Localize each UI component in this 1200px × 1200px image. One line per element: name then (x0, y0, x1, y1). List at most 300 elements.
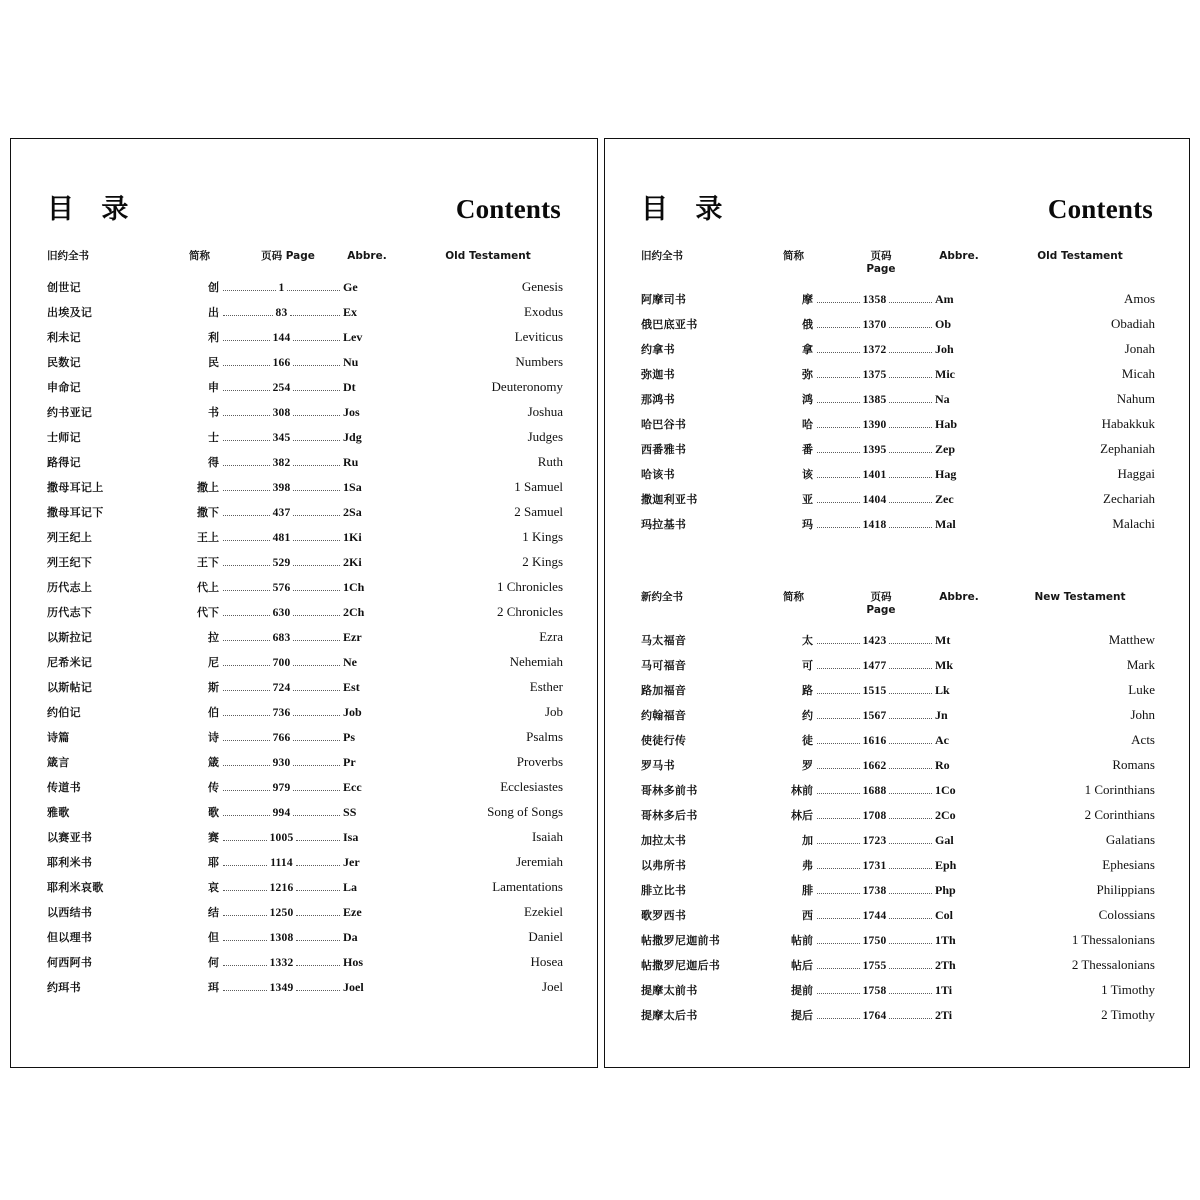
leader-dots-right (889, 668, 932, 669)
leader-dots-left (223, 390, 270, 391)
book-short-cn: 徒 (802, 734, 813, 747)
page-number: 1764 (862, 1010, 887, 1022)
book-abbreviation: Ro (935, 758, 950, 772)
page-number: 724 (272, 682, 291, 694)
leader-dots-right (889, 693, 932, 694)
book-name-cn: 约书亚记 (47, 406, 93, 419)
leader-dots-left (817, 793, 860, 794)
book-name-en: Matthew (1108, 632, 1155, 647)
page-number: 1418 (862, 519, 887, 531)
leader-dots-left (817, 302, 860, 303)
book-name-en: Esther (529, 679, 564, 694)
header-page-col: 页码 Page (866, 250, 896, 275)
table-row[interactable] (641, 466, 1155, 491)
table-row[interactable] (47, 654, 563, 679)
table-row[interactable] (641, 907, 1155, 932)
leader-dots-right (889, 743, 932, 744)
table-row[interactable] (47, 329, 563, 354)
book-abbreviation: Hos (343, 955, 364, 969)
book-name-en: Colossians (1098, 907, 1155, 922)
book-short-cn: 但 (208, 931, 219, 944)
page-title-cn: 目 录 (641, 194, 732, 225)
book-name-cn: 耶利米书 (47, 856, 93, 869)
book-short-cn: 番 (802, 443, 813, 456)
book-short-cn: 王上 (197, 531, 219, 544)
table-row[interactable] (47, 704, 563, 729)
book-name-en: Galatians (1105, 832, 1155, 847)
page-number: 1250 (269, 907, 294, 919)
book-name-cn: 申命记 (47, 381, 81, 394)
book-abbreviation: Gal (935, 833, 954, 847)
book-name-en: Deuteronomy (491, 379, 564, 394)
book-short-cn: 提后 (791, 1009, 813, 1022)
table-row[interactable] (641, 882, 1155, 907)
book-abbreviation: Jos (343, 405, 360, 419)
leader-dots-right (889, 402, 932, 403)
book-name-en: Nehemiah (509, 654, 564, 669)
leader-dots-left (223, 940, 267, 941)
book-name-en: Daniel (528, 929, 563, 944)
table-row[interactable] (47, 529, 563, 554)
book-abbreviation: Joel (343, 980, 364, 994)
leader-dots-left (223, 715, 270, 716)
book-name-cn: 俄巴底亚书 (641, 318, 698, 331)
book-name-cn: 路加福音 (641, 684, 687, 697)
table-row[interactable] (47, 829, 563, 854)
book-short-cn: 撒下 (197, 506, 219, 519)
book-name-en: Isaiah (531, 829, 563, 844)
leader-dots-right (889, 893, 932, 894)
leader-dots-right (293, 665, 340, 666)
page-number: 1216 (269, 882, 294, 894)
book-name-cn: 以赛亚书 (47, 831, 93, 844)
book-name-cn: 马可福音 (641, 659, 687, 672)
book-name-en: Numbers (515, 354, 564, 369)
leader-dots-right (293, 490, 340, 491)
table-row[interactable] (641, 732, 1155, 757)
page-number: 529 (272, 557, 291, 569)
leader-dots-left (223, 890, 267, 891)
leader-dots-left (223, 965, 267, 966)
column-header-old-testament (33, 248, 573, 263)
table-row[interactable] (47, 579, 563, 604)
table-row[interactable] (641, 707, 1155, 732)
book-short-cn: 拿 (802, 343, 813, 356)
book-short-cn: 拉 (208, 631, 219, 644)
book-short-cn: 王下 (197, 556, 219, 569)
leader-dots-left (817, 352, 860, 353)
book-abbreviation: 2Co (935, 808, 956, 822)
page-number: 1375 (862, 369, 887, 381)
book-abbreviation: Zep (935, 442, 956, 456)
book-list-old-testament (33, 279, 573, 1004)
book-short-cn: 得 (208, 456, 219, 469)
leader-dots-right (889, 527, 932, 528)
leader-dots-right (889, 943, 932, 944)
book-name-cn: 撒迦利亚书 (641, 493, 698, 506)
book-name-cn: 提摩太前书 (641, 984, 698, 997)
book-short-cn: 代下 (197, 606, 219, 619)
book-short-cn: 撒上 (197, 481, 219, 494)
book-name-cn: 加拉太书 (641, 834, 687, 847)
book-name-en: Exodus (524, 304, 563, 319)
book-name-en: Jonah (1124, 341, 1155, 356)
leader-dots-left (817, 693, 860, 694)
book-name-en: 1 Kings (522, 529, 564, 544)
table-row[interactable] (47, 379, 563, 404)
leader-dots-right (889, 918, 932, 919)
leader-dots-right (293, 415, 340, 416)
page-number: 1750 (862, 935, 887, 947)
book-abbreviation: Mk (935, 658, 953, 672)
table-row[interactable] (641, 957, 1155, 982)
section-gap (627, 541, 1165, 563)
table-row[interactable] (47, 679, 563, 704)
table-row[interactable] (641, 491, 1155, 516)
table-row[interactable] (641, 657, 1155, 682)
page-number: 308 (272, 407, 291, 419)
book-name-en: Luke (1128, 682, 1155, 697)
book-short-cn: 书 (208, 406, 219, 419)
book-abbreviation: Jdg (343, 430, 362, 444)
table-row[interactable] (47, 279, 563, 304)
leader-dots-left (223, 415, 270, 416)
book-short-cn: 该 (802, 468, 813, 481)
table-row[interactable] (641, 807, 1155, 832)
book-abbreviation: Mt (935, 633, 951, 647)
book-abbreviation: 2Th (935, 958, 956, 972)
page-number: 1308 (269, 932, 294, 944)
table-row[interactable] (47, 554, 563, 579)
page-number: 1708 (862, 810, 887, 822)
book-name-en: Haggai (1117, 466, 1155, 481)
book-abbreviation: Lev (343, 330, 363, 344)
table-row[interactable] (47, 354, 563, 379)
table-row[interactable] (641, 366, 1155, 391)
book-name-en: Song of Songs (487, 804, 564, 819)
book-abbreviation: Ex (343, 305, 358, 319)
book-short-cn: 太 (802, 634, 813, 647)
book-name-cn: 列王纪下 (47, 556, 93, 569)
book-name-cn: 历代志上 (47, 581, 93, 594)
leader-dots-right (889, 1018, 932, 1019)
header-book-col: 新约全书 (641, 591, 683, 603)
leader-dots-left (817, 527, 860, 528)
table-row[interactable] (47, 854, 563, 879)
book-short-cn: 民 (208, 356, 219, 369)
page-number: 1731 (862, 860, 887, 872)
book-short-cn: 摩 (802, 293, 813, 306)
table-row[interactable] (641, 632, 1155, 657)
leader-dots-right (889, 427, 932, 428)
book-abbreviation: Isa (343, 830, 359, 844)
book-abbreviation: 1Th (935, 933, 956, 947)
leader-dots-left (223, 465, 270, 466)
leader-dots-right (889, 302, 932, 303)
book-name-cn: 箴言 (47, 756, 70, 769)
table-row[interactable] (47, 604, 563, 629)
table-row[interactable] (641, 341, 1155, 366)
masthead (33, 187, 573, 226)
leader-dots-left (817, 452, 860, 453)
table-row[interactable] (47, 479, 563, 504)
book-short-cn: 哀 (208, 881, 219, 894)
book-name-cn: 哈巴谷书 (641, 418, 687, 431)
leader-dots-left (817, 668, 860, 669)
table-row[interactable] (47, 454, 563, 479)
leader-dots-right (889, 352, 932, 353)
table-row[interactable] (641, 316, 1155, 341)
table-row[interactable] (641, 441, 1155, 466)
book-name-cn: 阿摩司书 (641, 293, 687, 306)
leader-dots-left (223, 540, 270, 541)
page-number: 144 (272, 332, 291, 344)
page-number: 766 (272, 732, 291, 744)
book-short-cn: 提前 (791, 984, 813, 997)
book-name-en: Zechariah (1103, 491, 1155, 506)
book-name-en: Job (544, 704, 564, 719)
book-abbreviation: Lk (935, 683, 950, 697)
book-abbreviation: Ne (343, 655, 358, 669)
page-title-en: Contents (455, 194, 561, 224)
book-name-en: 2 Corinthians (1084, 807, 1155, 822)
book-name-cn: 传道书 (47, 781, 81, 794)
leader-dots-left (223, 690, 270, 691)
page-content-right (605, 139, 1189, 1067)
page-number: 398 (272, 482, 291, 494)
table-row[interactable] (641, 832, 1155, 857)
leader-dots-left (817, 743, 860, 744)
page-number: 700 (272, 657, 291, 669)
book-name-cn: 西番雅书 (641, 443, 687, 456)
page-number: 930 (272, 757, 291, 769)
table-row[interactable] (47, 879, 563, 904)
page-content-left (11, 139, 597, 1067)
book-abbreviation: 2Sa (343, 505, 362, 519)
leader-dots-left (223, 765, 270, 766)
leader-dots-left (223, 440, 270, 441)
page-number: 736 (272, 707, 291, 719)
book-abbreviation: Nu (343, 355, 359, 369)
book-name-en: Judges (527, 429, 564, 444)
book-abbreviation: 2Ti (935, 1008, 953, 1022)
leader-dots-right (293, 515, 340, 516)
book-name-en: Acts (1131, 732, 1155, 747)
book-abbreviation: Est (343, 680, 360, 694)
leader-dots-left (817, 643, 860, 644)
book-abbreviation: Joh (935, 342, 954, 356)
table-row[interactable] (47, 729, 563, 754)
leader-dots-right (889, 818, 932, 819)
book-short-cn: 可 (802, 659, 813, 672)
table-row[interactable] (641, 982, 1155, 1007)
page-number: 1662 (862, 760, 887, 772)
book-short-cn: 结 (208, 906, 219, 919)
page-number: 1349 (269, 982, 294, 994)
page-number: 83 (275, 307, 288, 319)
table-row[interactable] (641, 857, 1155, 882)
leader-dots-right (889, 643, 932, 644)
table-row[interactable] (641, 1007, 1155, 1032)
book-abbreviation: Col (935, 908, 953, 922)
left-page (10, 138, 598, 1068)
book-name-en: 2 Chronicles (496, 604, 564, 619)
leader-dots-left (817, 918, 860, 919)
table-row[interactable] (641, 682, 1155, 707)
book-short-cn: 弗 (802, 859, 813, 872)
book-list-new-testament (627, 632, 1165, 1032)
book-abbreviation: Ecc (343, 780, 362, 794)
book-name-en: Proverbs (516, 754, 564, 769)
table-row[interactable] (47, 904, 563, 929)
leader-dots-left (223, 615, 270, 616)
table-row[interactable] (47, 954, 563, 979)
table-row[interactable] (641, 516, 1155, 541)
page-number: 1738 (862, 885, 887, 897)
book-name-cn: 列王纪上 (47, 531, 93, 544)
table-row[interactable] (47, 979, 563, 1004)
header-short-col: 简称 (783, 250, 804, 262)
table-row[interactable] (641, 932, 1155, 957)
table-row[interactable] (47, 629, 563, 654)
book-name-en: Ruth (537, 454, 564, 469)
book-short-cn: 箴 (208, 756, 219, 769)
page-number: 1567 (862, 710, 887, 722)
leader-dots-left (223, 815, 270, 816)
table-row[interactable] (47, 304, 563, 329)
table-row[interactable] (47, 804, 563, 829)
book-name-cn: 约珥书 (47, 981, 81, 994)
page-number: 630 (272, 607, 291, 619)
book-name-en: John (1130, 707, 1155, 722)
book-name-en: Genesis (521, 279, 564, 294)
table-row[interactable] (47, 929, 563, 954)
book-name-en: Mark (1126, 657, 1155, 672)
table-row[interactable] (641, 391, 1155, 416)
book-short-cn: 代上 (197, 581, 219, 594)
book-name-en: 2 Samuel (514, 504, 564, 519)
book-name-cn: 帖撒罗尼迦后书 (641, 959, 721, 972)
book-abbreviation: Php (935, 883, 956, 897)
table-row[interactable] (47, 779, 563, 804)
leader-dots-left (817, 893, 860, 894)
book-abbreviation: 1Ch (343, 580, 365, 594)
leader-dots-left (817, 402, 860, 403)
book-name-cn: 以弗所书 (641, 859, 687, 872)
book-short-cn: 诗 (208, 731, 219, 744)
book-short-cn: 玛 (802, 518, 813, 531)
book-short-cn: 何 (208, 956, 219, 969)
book-name-en: Zephaniah (1100, 441, 1155, 456)
book-abbreviation: 1Ti (935, 983, 953, 997)
leader-dots-left (223, 840, 267, 841)
page-number: 382 (272, 457, 291, 469)
book-name-cn: 帖撒罗尼迦前书 (641, 934, 721, 947)
book-name-en: Ezra (539, 629, 564, 644)
leader-dots-right (296, 915, 340, 916)
book-abbreviation: Pr (343, 755, 356, 769)
book-abbreviation: Hag (935, 467, 957, 481)
leader-dots-left (223, 290, 276, 291)
book-name-en: Obadiah (1110, 316, 1155, 331)
leader-dots-right (296, 865, 340, 866)
page-number: 345 (272, 432, 291, 444)
leader-dots-right (889, 452, 932, 453)
leader-dots-left (223, 490, 270, 491)
page-number: 1515 (862, 685, 887, 697)
leader-dots-right (293, 640, 340, 641)
leader-dots-right (296, 990, 340, 991)
book-list-old-testament-cont (627, 291, 1165, 541)
book-name-cn: 约拿书 (641, 343, 675, 356)
leader-dots-right (889, 868, 932, 869)
leader-dots-right (293, 340, 340, 341)
table-row[interactable] (641, 291, 1155, 316)
leader-dots-right (889, 718, 932, 719)
leader-dots-left (817, 427, 860, 428)
book-short-cn: 利 (208, 331, 219, 344)
leader-dots-right (889, 377, 932, 378)
table-row[interactable] (641, 782, 1155, 807)
leader-dots-left (223, 565, 270, 566)
book-abbreviation: Ezr (343, 630, 362, 644)
book-name-en: Leviticus (514, 329, 564, 344)
book-abbreviation: Jer (343, 855, 360, 869)
table-row[interactable] (641, 757, 1155, 782)
book-abbreviation: Ge (343, 280, 358, 294)
leader-dots-left (817, 818, 860, 819)
page-number: 1616 (862, 735, 887, 747)
leader-dots-left (817, 377, 860, 378)
leader-dots-left (817, 718, 860, 719)
page-title-cn: 目 录 (47, 194, 138, 225)
table-row[interactable] (641, 416, 1155, 441)
book-name-cn: 玛拉基书 (641, 518, 687, 531)
page-number: 1390 (862, 419, 887, 431)
header-abbr-col: Abbre. (347, 250, 387, 262)
book-name-en: Habakkuk (1101, 416, 1155, 431)
header-page-col: 页码 Page (261, 250, 315, 262)
book-short-cn: 弥 (802, 368, 813, 381)
page-number: 254 (272, 382, 291, 394)
leader-dots-right (293, 765, 340, 766)
page-number: 1477 (862, 660, 887, 672)
table-row[interactable] (47, 429, 563, 454)
book-name-cn: 以斯拉记 (47, 631, 93, 644)
book-abbreviation: Ps (343, 730, 356, 744)
leader-dots-left (817, 768, 860, 769)
book-name-en: 1 Corinthians (1084, 782, 1155, 797)
table-row[interactable] (47, 504, 563, 529)
table-row[interactable] (47, 404, 563, 429)
book-name-cn: 哈该书 (641, 468, 675, 481)
leader-dots-left (817, 502, 860, 503)
book-name-en: Ephesians (1102, 857, 1155, 872)
leader-dots-right (293, 365, 340, 366)
book-abbreviation: Zec (935, 492, 954, 506)
table-row[interactable] (47, 754, 563, 779)
page-number: 994 (272, 807, 291, 819)
book-name-cn: 但以理书 (47, 931, 93, 944)
book-name-en: 1 Samuel (514, 479, 564, 494)
leader-dots-left (223, 790, 270, 791)
book-name-cn: 腓立比书 (641, 884, 687, 897)
book-name-en: Philippians (1096, 882, 1155, 897)
header-abbr-col: Abbre. (939, 250, 979, 262)
book-short-cn: 亚 (802, 493, 813, 506)
book-name-en: 1 Thessalonians (1071, 932, 1155, 947)
leader-dots-left (223, 915, 267, 916)
